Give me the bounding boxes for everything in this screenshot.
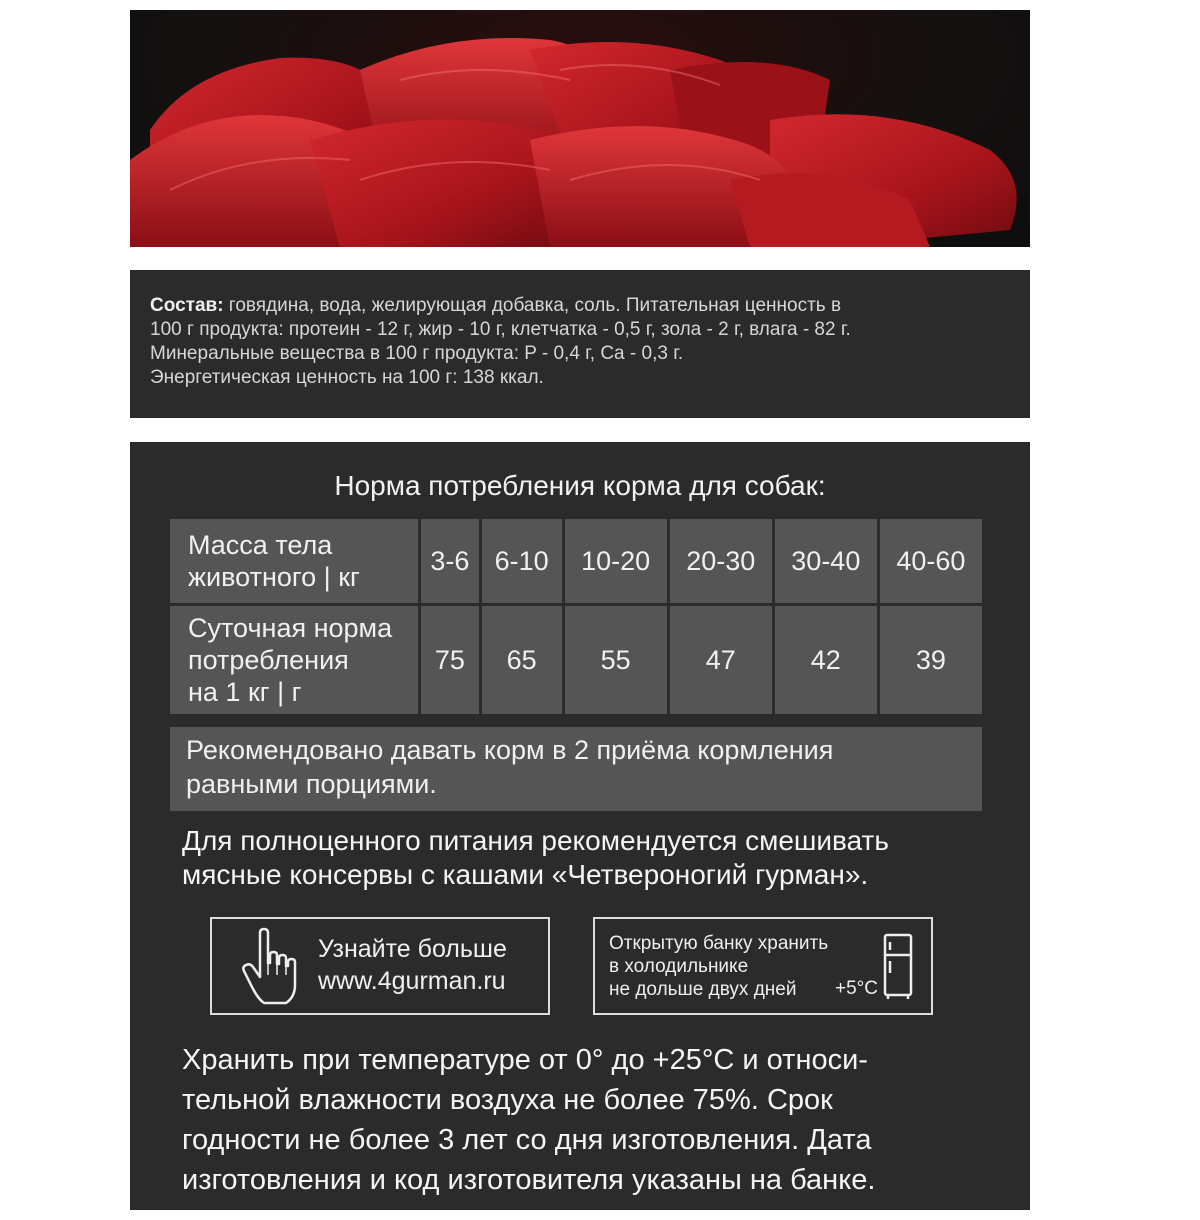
fridge-line-3: не дольше двух дней	[609, 979, 797, 1000]
website-line-1: Узнайте больше	[318, 935, 507, 963]
composition-block	[130, 270, 1030, 418]
composition-line-3: Минеральные вещества в 100 г продукта: P - 0,4 г, Ca - 0,3 г.	[150, 343, 684, 364]
table-row	[170, 606, 982, 714]
weight-cell: 6-10	[482, 519, 562, 603]
weight-cell: 30-40	[775, 519, 877, 603]
norm-table	[167, 516, 985, 717]
row-header-daily-line-3: на 1 кг | г	[188, 677, 302, 707]
fridge-temp: +5°C	[835, 978, 878, 999]
mix-line-1: Для полноценного питания рекомендуется смешивать	[182, 825, 889, 856]
storage-line-1: Хранить при температуре от 0° до +25°С и относи-	[182, 1044, 868, 1076]
fridge-line-1: Открытую банку хранить	[609, 933, 829, 954]
daily-cell: 65	[482, 606, 562, 714]
row-header-daily	[170, 606, 418, 714]
recommend-note	[170, 727, 982, 811]
row-header-daily-line-2: потребления	[188, 645, 349, 675]
hand-pointer-icon	[238, 927, 302, 1007]
daily-cell: 55	[565, 606, 667, 714]
weight-cell: 10-20	[565, 519, 667, 603]
mix-line-2: мясные консервы с кашами «Четвероногий гурман».	[182, 859, 869, 890]
row-header-weight	[170, 519, 418, 603]
storage-line-3: годности не более 3 лет со дня изготовления. Дата	[182, 1124, 872, 1156]
recommend-line-1: Рекомендовано давать корм в 2 приёма кормления	[186, 735, 834, 765]
composition-line-2: 100 г продукта: протеин - 12 г, жир - 10 г, клетчатка - 0,5 г, зола - 2 г, влага - 82 г.	[150, 319, 851, 340]
website-box[interactable]	[210, 917, 550, 1015]
weight-cell: 20-30	[670, 519, 772, 603]
norm-title: Норма потребления корма для собак:	[334, 470, 826, 501]
fridge-line-2: в холодильнике	[609, 956, 749, 977]
row-header-weight-line-1: Масса тела	[188, 530, 333, 560]
row-header-daily-line-1: Суточная норма	[188, 613, 393, 643]
fridge-box	[593, 917, 933, 1015]
meat-photo	[130, 10, 1030, 247]
storage-note	[182, 1040, 1002, 1200]
composition-line-4: Энергетическая ценность на 100 г: 138 ккал.	[150, 367, 544, 388]
composition-label: Состав:	[150, 295, 224, 316]
website-url[interactable]: www.4gurman.ru	[318, 967, 506, 995]
daily-cell: 47	[670, 606, 772, 714]
composition-line-1	[150, 294, 1010, 318]
storage-line-4: изготовления и код изготовителя указаны на банке.	[182, 1164, 876, 1196]
weight-cell: 40-60	[880, 519, 982, 603]
daily-cell: 39	[880, 606, 982, 714]
daily-cell: 75	[421, 606, 479, 714]
mix-note	[182, 824, 982, 892]
row-header-weight-line-2: животного | кг	[188, 562, 360, 592]
feeding-panel	[130, 442, 1030, 1210]
composition-text-1: говядина, вода, желирующая добавка, соль. Питательная ценность в	[223, 295, 842, 316]
daily-cell: 42	[775, 606, 877, 714]
storage-line-2: тельной влажности воздуха не более 75%. Срок	[182, 1084, 833, 1116]
fridge-text	[609, 932, 828, 1001]
fridge-icon	[883, 933, 913, 1001]
weight-cell: 3-6	[421, 519, 479, 603]
website-text	[318, 933, 507, 997]
table-row	[170, 519, 982, 603]
recommend-line-2: равными порциями.	[186, 769, 437, 799]
